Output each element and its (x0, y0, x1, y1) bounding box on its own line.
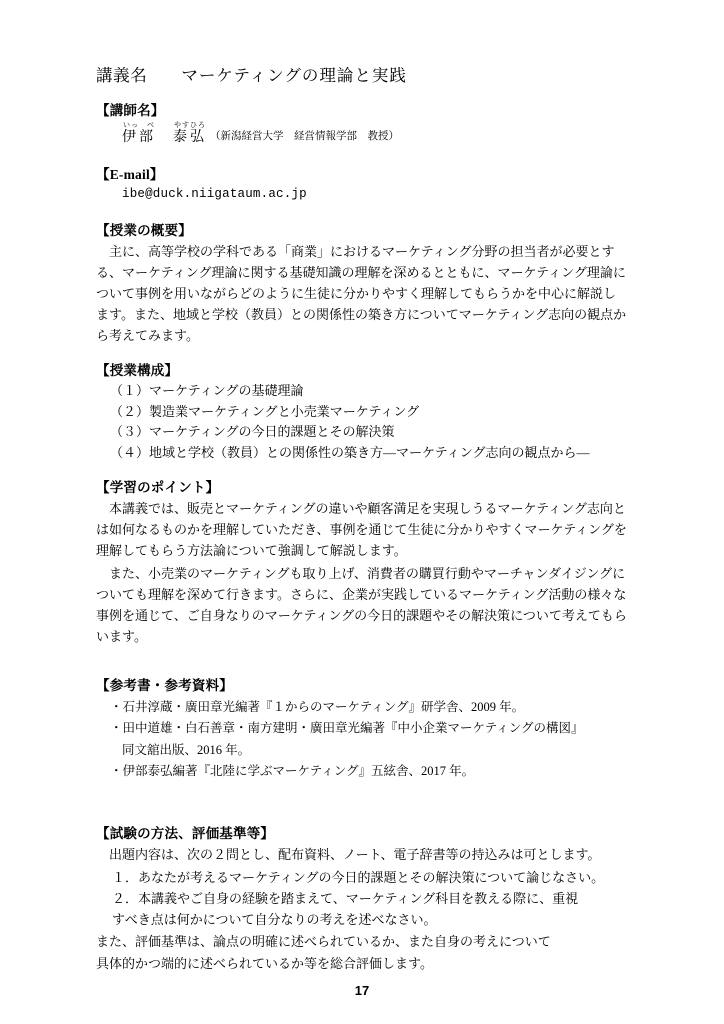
section-heading-outline: 【授業の概要】 (96, 223, 192, 238)
list-item-continuation: 同文舘出版、2016 年。 (122, 742, 251, 757)
list-item: ・石井淳蔵・廣田章光編著『１からのマーケティング』研学舎、2009 年。 (110, 699, 525, 714)
reference-list (96, 697, 628, 783)
section-heading-references: 【参考書・参考資料】 (96, 677, 233, 693)
section-heading-lecturer: 【講師名】 (96, 103, 165, 118)
exam-intro: 出題内容は、次の２問とし、配布資料、ノート、電子辞書等の持込みは可とします。 (109, 846, 601, 862)
lecturer-givenname-ruby: やすひろ (174, 121, 206, 129)
list-item: １．あなたが考えるマーケティングの今日的課題とその解決策について論じなさい。 (112, 869, 605, 885)
lecturer-affiliation: （新潟経営大学 経営情報学部 教授） (210, 131, 399, 143)
page-title (96, 62, 628, 86)
section-heading-points: 【学習のポイント】 (96, 480, 220, 496)
structure-list (96, 381, 628, 463)
title-label: 講義名 (96, 66, 148, 85)
lecturer-name-line (122, 122, 628, 145)
lecturer-surname-ruby: いっ べ (123, 121, 155, 129)
exam-closing-line-1: また、評価基準は、論点の明確に述べられているか、また自身の考えについて (96, 933, 551, 949)
outline-body: 主に、高等学校の学科である「商業」におけるマーケティング分野の担当者が必要とする、マーケティング理論に関する基礎知識の理解を深めるとともに、マーケティング理論について事例を用いながらどのように生徒に分かりやすく理解してもらうかを中心に解説します。また、地域と学校（教員）との関係性の築き方についてマーケティング志向の観点から考えてみます。 (96, 244, 627, 344)
lecturer-givenname (173, 122, 207, 145)
points-paragraph-2: また、小売業のマーケティングも取り上げ、消費者の購買行動やマーチャンダイジングについても理解を深めて行きます。さらに、企業が実践しているマーケティング活動の様々な事例を通じて、ご自身なりのマーケティングの今日的課題やその解決策について考えてもらいます。 (96, 565, 627, 644)
title-main: マーケティングの理論と実践 (181, 66, 407, 85)
list-item: ・伊部泰弘編著『北陸に学ぶマーケティング』五絃舎、2017 年。 (110, 764, 475, 779)
spacer (96, 145, 628, 150)
section-heading-email: 【E-mail】 (96, 167, 164, 182)
spacer (96, 647, 628, 661)
lecturer-givenname-base: 泰弘 (173, 130, 207, 145)
list-item: （４）地域と学校（教員）との関係性の築き方―マーケティング志向の観点から― (110, 444, 590, 460)
section-heading-structure: 【授業構成】 (96, 363, 179, 379)
points-paragraph-1: 本講義では、販売とマーケティングの違いや顧客満足を実現しうるマーケティング志向とは如何なるものかを理解していただき、事例を通じて生徒に分かりやすくマーケティングを理解してもらう方法論について強調して解説します。 (96, 501, 627, 559)
lecturer-surname-base: 伊部 (122, 130, 156, 145)
email-address: ibe@duck.niigataum.ac.jp (122, 187, 307, 201)
list-item: （３）マーケティングの今日的課題とその解決策 (110, 424, 395, 440)
spacer (96, 201, 628, 206)
list-item-continuation: すべき点は何かについて自分なりの考えを述べなさい。 (112, 911, 437, 927)
list-item: ・田中道雄・白石善章・南方建明・廣田章光編著『中小企業マーケティングの構図』 (110, 721, 584, 736)
list-item: （２）製造業マーケティングと小売業マーケティング (110, 403, 420, 419)
list-item: （１）マーケティングの基礎理論 (110, 383, 304, 399)
lecturer-surname (122, 122, 156, 145)
section-heading-exam: 【試験の方法、評価基準等】 (96, 825, 275, 841)
page-number: 17 (354, 983, 370, 998)
list-item: ２．本講義やご自身の経験を踏まえて、マーケティング科目を教える際に、重視 (112, 890, 579, 906)
spacer (96, 783, 628, 809)
exam-closing-line-2: 具体的かつ端的に述べられているか等を総合評価します。 (96, 955, 433, 971)
exam-question-list (96, 867, 628, 930)
